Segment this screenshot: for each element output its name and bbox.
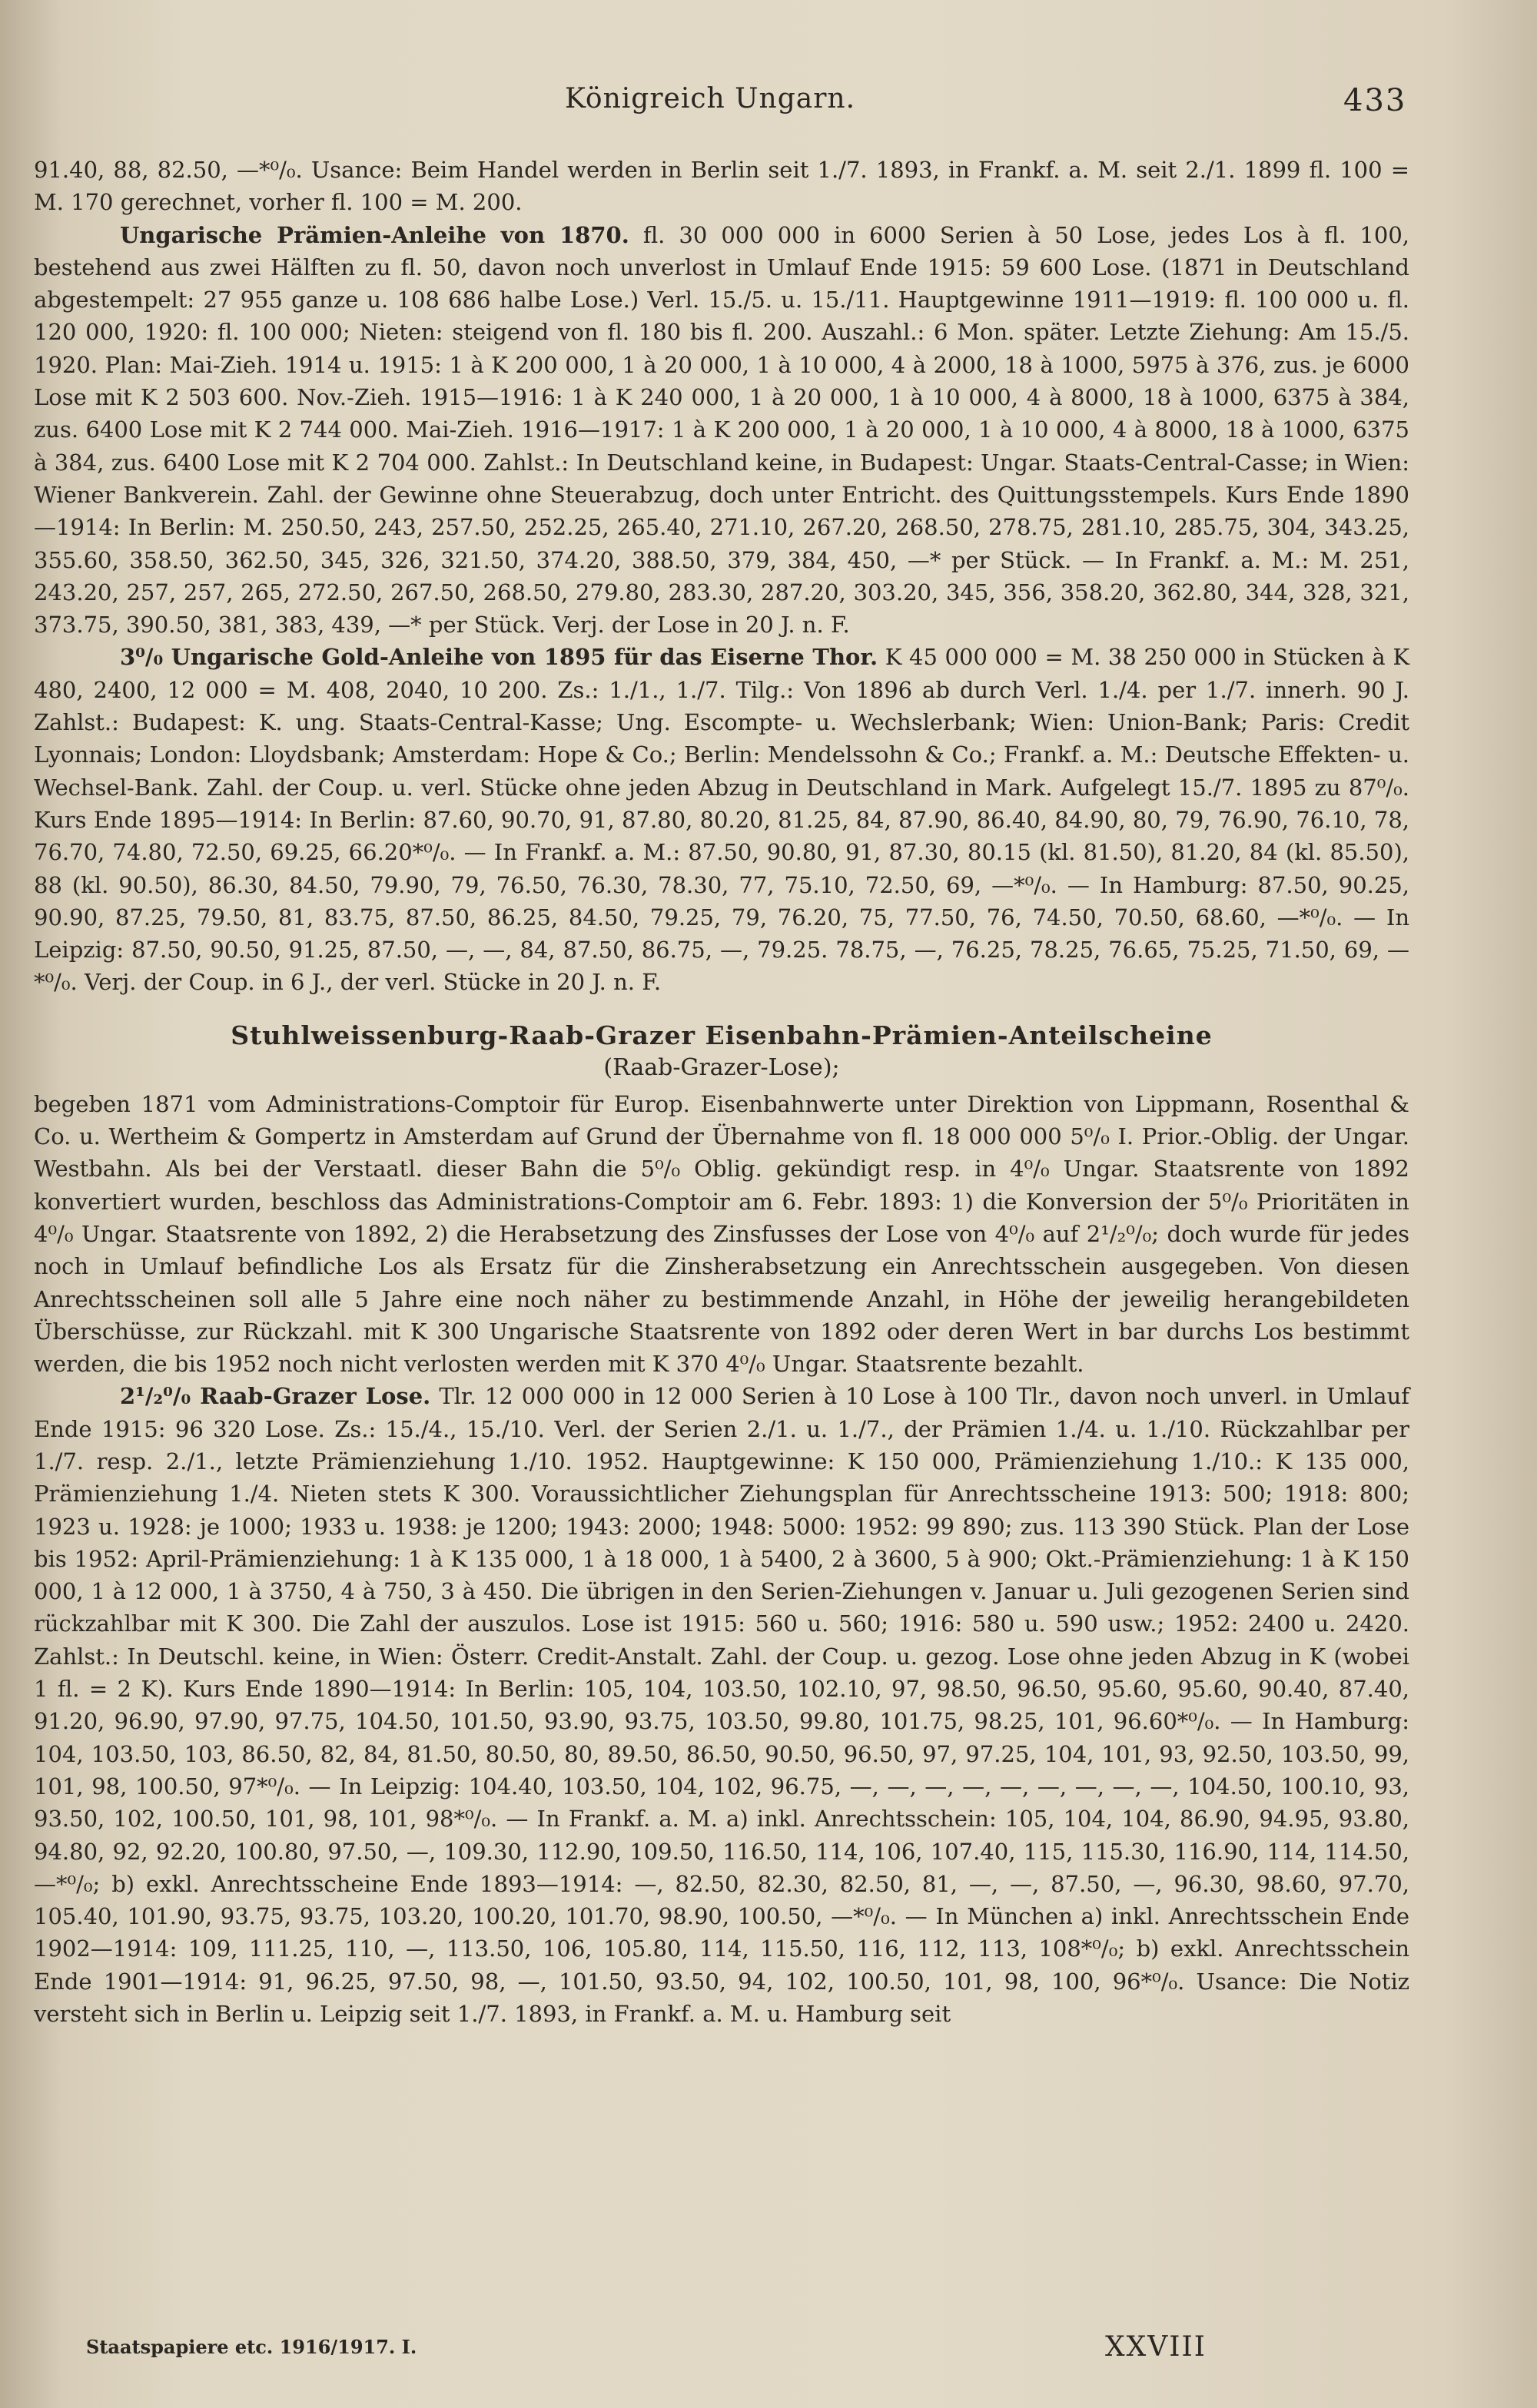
section-intro-text: begeben 1871 vom Administrations-Comptoir für Europ. Eisenbahnwerte unter Direktion von Lippmann, Rosenthal & Co. u. Wertheim & Gompertz in Amsterdam auf Grund der Übernahme von fl. 18 000 000 5⁰/₀ I. Prior.-Oblig. der Ungar. Westbahn. Als bei der Verstaatl. dieser Bahn die 5⁰/₀ Oblig. gekündigt resp. in 4⁰/₀ Ungar. Staatsrente von 1892 konvertiert wurden, beschloss das Administrations-Comptoir am 6. Febr. 1893: 1) die Konversion der 5⁰/₀ Prioritäten in 4⁰/₀ Ungar. Staatsrente von 1892, 2) die Herabsetzung des Zinsfusses der Lose von 4⁰/₀ auf 2¹/₂⁰/₀; doch wurde für jedes noch in Umlauf befindliche Los als Ersatz für die Zinsherabsetzung ein Anrechtsschein ausgegeben. Von diesen Anrechtsscheinen soll alle 5 Jahre eine noch näher zu bestimmende Anzahl, in Höhe der jeweilig herangebildeten Überschüsse, zur Rückzahl. mit K 300 Ungarische Staatsrente von 1892 oder deren Wert in bar durchs Los bestimmt werden, die bis 1952 noch nicht verlosten werden mit K 370 4⁰/₀ Ungar. Staatsrente bezahlt. (34, 1090, 1409, 1378)
page-number: 433 (1343, 83, 1407, 118)
section-heading: Stuhlweissenburg-Raab-Grazer Eisenbahn-Prämien-Anteilscheine (231, 1020, 1213, 1050)
entry-title: 3⁰/₀ Ungarische Gold-Anleihe von 1895 für das Eiserne Thor. (120, 644, 878, 671)
entry-title: 2¹/₂⁰/₀ Raab-Grazer Lose. (120, 1383, 431, 1410)
paragraph-text: 91.40, 88, 82.50, —*⁰/₀. Usance: Beim Handel werden in Berlin seit 1./7. 1893, in Frankf. a. M. seit 2./1. 1899 fl. 100 = M. 170 gerechnet, vorher fl. 100 = M. 200. (34, 157, 1409, 216)
footer-signature: Staatspapiere etc. 1916/1917. I. (86, 2336, 417, 2358)
section-intro (34, 1088, 1409, 1381)
page-footer (0, 2331, 1537, 2374)
entry-text: Tlr. 12 000 000 in 12 000 Serien à 10 Lose à 100 Tlr., davon noch unverl. in Umlauf Ende 1915: 96 320 Lose. Zs.: 15./4., 15./10. Verl. der Serien 2./1. u. 1./7., der Prämien 1./4. u. 1./10. Rückzahlbar per 1./7. resp. 2./1., letzte Prämienziehung 1./10. 1952. Hauptgewinne: K 150 000, Prämienziehung 1./10.: K 135 000, Prämienziehung 1./4. Nieten stets K 300. Voraussichtlicher Ziehungsplan für Anrechtsscheine 1913: 500; 1918: 800; 1923 u. 1928: je 1000; 1933 u. 1938: je 1200; 1943: 2000; 1948: 5000: 1952: 99 890; zus. 113 390 Stück. Plan der Lose bis 1952: April-Prämienziehung: 1 à K 135 000, 1 à 18 000, 1 à 5400, 2 à 3600, 5 à 900; Okt.-Prämienziehung: 1 à K 150 000, 1 à 12 000, 1 à 3750, 4 à 750, 3 à 450. Die übrigen in den Serien-Ziehungen v. Januar u. Juli gezogenen Serien sind rückzahlbar mit K 300. Die Zahl der auszulos. Lose ist 1915: 560 u. 560; 1916: 580 u. 590 usw.; 1952: 2400 u. 2420. Zahlst.: In Deutschl. keine, in Wien: Österr. Credit-Anstalt. Zahl. der Coup. u. gezog. Lose ohne jeden Abzug in K (wobei 1 fl. = 2 K). Kurs Ende 1890—1914: In Berlin: 105, 104, 103.50, 102.10, 97, 98.50, 96.50, 95.60, 95.60, 90.40, 87.40, 91.20, 96.90, 97.90, 97.75, 104.50, 101.50, 93.90, 93.75, 103.50, 99.80, 101.75, 98.25, 101, 96.60*⁰/₀. — In Hamburg: 104, 103.50, 103, 86.50, 82, 84, 81.50, 80.50, 80, 89.50, 86.50, 90.50, 96.50, 97, 97.25, 104, 101, 93, 92.50, 103.50, 99, 101, 98, 100.50, 97*⁰/₀. — In Leipzig: 104.40, 103.50, 104, 102, 96.75, —, —, —, —, —, —, —, —, —, 104.50, 100.10, 93, 93.50, 102, 100.50, 101, 98, 101, 98*⁰/₀. — In Frankf. a. M. a) inkl. Anrechtsschein: 105, 104, 104, 86.90, 94.95, 93.80, 94.80, 92, 92.20, 100.80, 97.50, —, 109.30, 112.90, 109.50, 116.50, 114, 106, 107.40, 115, 115.30, 116.90, 114, 114.50, —*⁰/₀; b) exkl. Anrechtsscheine Ende 1893—1914: —, 82.50, 82.30, 82.50, 81, —, —, 87.50, —, 96.30, 98.60, 97.70, 105.40, 101.90, 93.75, 93.75, 103.20, 100.20, 101.70, 98.90, 100.50, —*⁰/₀. — In München a) inkl. Anrechtsschein Ende 1902—1914: 109, 111.25, 110, —, 113.50, 106, 105.80, 114, 115.50, 116, 112, 113, 108*⁰/₀; b) exkl. Anrechtsschein Ende 1901—1914: 91, 96.25, 97.50, 98, —, 101.50, 93.50, 94, 102, 100.50, 101, 98, 100, 96*⁰/₀. Usance: Die Notiz versteht sich in Berlin u. Leipzig seit 1./7. 1893, in Frankf. a. M. u. Hamburg seit (34, 1383, 1409, 2028)
running-title: Königreich Ungarn. (565, 83, 856, 114)
entry-raab-grazer-lose (34, 1380, 1409, 2030)
entry-title: Ungarische Prämien-Anleihe von 1870. (120, 221, 629, 248)
entry-text: K 45 000 000 = M. 38 250 000 in Stücken à K 480, 2400, 12 000 = M. 408, 2040, 10 200. Zs.: 1./1., 1./7. Tilg.: Von 1896 ab durch Verl. 1./4. per 1./7. innerh. 90 J. Zahlst.: Budapest: K. ung. Staats-Central-Kasse; Ung. Escompte- u. Wechslerbank; Wien: Union-Bank; Paris: Credit Lyonnais; London: Lloydsbank; Amsterdam: Hope & Co.; Berlin: Mendelssohn & Co.; Frankf. a. M.: Deutsche Effekten- u. Wechsel-Bank. Zahl. der Coup. u. verl. Stücke ohne jeden Abzug in Deutschland in Mark. Aufgelegt 15./7. 1895 zu 87⁰/₀. Kurs Ende 1895—1914: In Berlin: 87.60, 90.70, 91, 87.80, 80.20, 81.25, 84, 87.90, 86.40, 84.90, 80, 79, 76.90, 76.10, 78, 76.70, 74.80, 72.50, 69.25, 66.20*⁰/₀. — In Frankf. a. M.: 87.50, 90.80, 91, 87.30, 80.15 (kl. 81.50), 81.20, 84 (kl. 85.50), 88 (kl. 90.50), 86.30, 84.50, 79.90, 79, 76.50, 76.30, 78.30, 77, 75.10, 72.50, 69, —*⁰/₀. — In Hamburg: 87.50, 90.25, 90.90, 87.25, 79.50, 81, 83.75, 87.50, 86.25, 84.50, 79.25, 79, 76.20, 75, 77.50, 76, 74.50, 70.50, 68.60, —*⁰/₀. — In Leipzig: 87.50, 90.50, 91.25, 87.50, —, —, 84, 87.50, 86.75, —, 79.25. 78.75, —, 76.25, 78.25, 76.65, 75.25, 71.50, 69, —*⁰/₀. Verj. der Coup. in 6 J., der verl. Stücke in 20 J. n. F. (34, 644, 1410, 996)
entry-praemien-anleihe-1870 (34, 219, 1409, 642)
section-subheading: (Raab-Grazer-Lose); (603, 1053, 840, 1081)
entry-gold-anleihe-1895 (34, 641, 1409, 998)
page-body (34, 154, 1409, 2030)
page-header (0, 83, 1537, 129)
sheet-number: XXVIII (1105, 2331, 1207, 2363)
continued-paragraph (34, 154, 1409, 219)
entry-text: fl. 30 000 000 in 6000 Serien à 50 Lose, jedes Los à fl. 100, bestehend aus zwei Hälften zu fl. 50, davon noch unverlost in Umlauf Ende 1915: 59 600 Lose. (1871 in Deutschland abgestempelt: 27 955 ganze u. 108 686 halbe Lose.) Verl. 15./5. u. 15./11. Hauptgewinne 1911—1919: fl. 100 000 u. fl. 120 000, 1920: fl. 100 000; Nieten: steigend von fl. 180 bis fl. 200. Auszahl.: 6 Mon. später. Letzte Ziehung: Am 15./5. 1920. Plan: Mai-Zieh. 1914 u. 1915: 1 à K 200 000, 1 à 20 000, 1 à 10 000, 4 à 2000, 18 à 1000, 5975 à 376, zus. je 6000 Lose mit K 2 503 600. Nov.-Zieh. 1915—1916: 1 à K 240 000, 1 à 20 000, 1 à 10 000, 4 à 8000, 18 à 1000, 6375 à 384, zus. 6400 Lose mit K 2 744 000. Mai-Zieh. 1916—1917: 1 à K 200 000, 1 à 20 000, 1 à 10 000, 4 à 8000, 18 à 1000, 6375 à 384, zus. 6400 Lose mit K 2 704 000. Zahlst.: In Deutschland keine, in Budapest: Ungar. Staats-Central-Casse; in Wien: Wiener Bankverein. Zahl. der Gewinne ohne Steuerabzug, doch unter Entricht. des Quittungsstempels. Kurs Ende 1890—1914: In Berlin: M. 250.50, 243, 257.50, 252.25, 265.40, 271.10, 267.20, 268.50, 278.75, 281.10, 285.75, 304, 343.25, 355.60, 358.50, 362.50, 345, 326, 321.50, 374.20, 388.50, 379, 384, 450, —* per Stück. — In Frankf. a. M.: M. 251, 243.20, 257, 257, 265, 272.50, 267.50, 268.50, 279.80, 283.30, 287.20, 303.20, 345, 356, 358.20, 362.80, 344, 328, 321, 373.75, 390.50, 381, 383, 439, —* per Stück. Verj. der Lose in 20 J. n. F. (34, 221, 1410, 638)
